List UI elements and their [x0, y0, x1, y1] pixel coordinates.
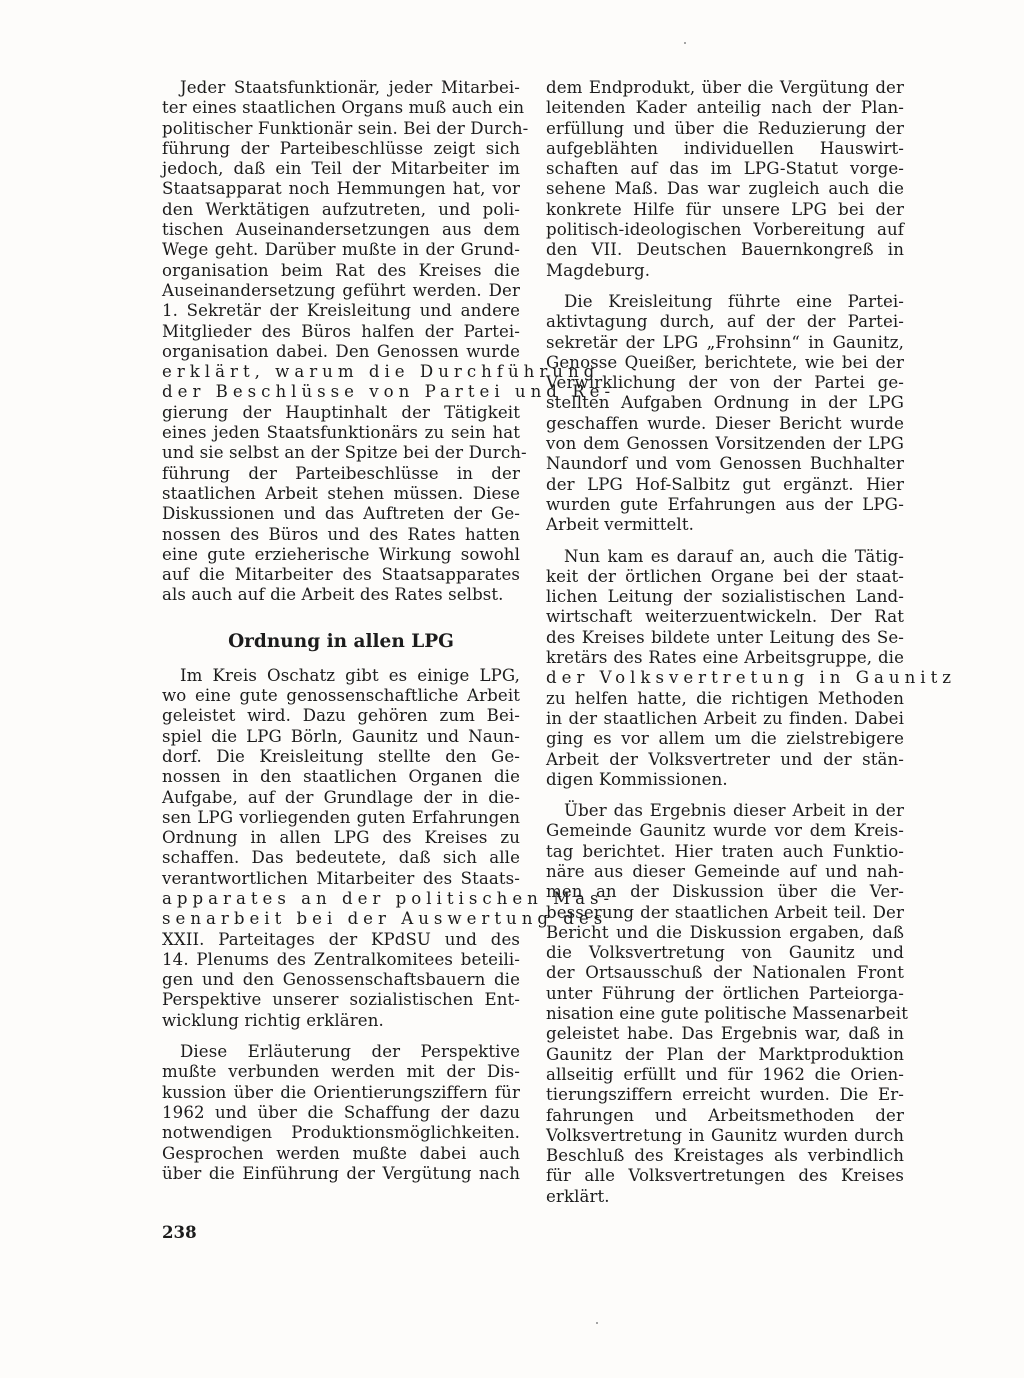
- text-line: Wege geht. Darüber mußte in der Grund-: [162, 240, 520, 260]
- text-line: Verwirklichung der von der Partei ge-: [546, 373, 904, 393]
- text-line: Bericht und die Diskussion ergaben, daß: [546, 922, 904, 942]
- text-line: Arbeit der Volksvertreter und der stän-: [546, 749, 904, 769]
- text-line: tischen Auseinandersetzungen aus dem: [162, 220, 520, 240]
- paragraph: [162, 1042, 520, 1184]
- text-line: erklärt.: [546, 1186, 610, 1206]
- text-line: Diskussionen und das Auftreten der Ge-: [162, 504, 520, 524]
- text-line: den VII. Deutschen Bauernkongreß in: [546, 240, 904, 260]
- text-line: des Kreises bildete unter Leitung des Se-: [546, 627, 904, 647]
- text-line: Die Kreisleitung führte eine Partei-: [564, 291, 904, 311]
- text-line: Auseinandersetzung geführt werden. Der: [162, 280, 520, 300]
- text-line: nisation eine gute politische Massenarbeit: [546, 1004, 908, 1024]
- text-line: XXII. Parteitages der KPdSU und des: [162, 929, 520, 949]
- text-line: geleistet wird. Dazu gehören zum Bei-: [162, 706, 520, 726]
- text-line: Aufgabe, auf der Grundlage der in die-: [162, 787, 520, 807]
- text-line: Nun kam es darauf an, auch die Tätig-: [564, 546, 904, 566]
- text-line: Jeder Staatsfunktionär, jeder Mitarbei-: [180, 78, 520, 97]
- text-line: wurden gute Erfahrungen aus der LPG-: [546, 494, 904, 514]
- text-line: senarbeit bei der Auswertung des: [162, 909, 608, 929]
- text-line: Volksvertretung in Gaunitz wurden durch: [546, 1125, 904, 1145]
- text-line: Ordnung in allen LPG des Kreises zu: [162, 828, 520, 848]
- text-line: sen LPG vorliegenden guten Erfahrungen: [162, 807, 520, 827]
- paragraph: [546, 292, 904, 536]
- text-line: eine gute erzieherische Wirkung sowohl: [162, 544, 520, 564]
- text-line: eines jeden Staatsfunktionärs zu sein hat: [162, 423, 520, 443]
- text-line: dem Endprodukt, über die Vergütung der: [546, 78, 904, 97]
- text-line: notwendigen Produktionsmöglichkeiten.: [162, 1123, 520, 1143]
- text-line: ter eines staatlichen Organs muß auch ein: [162, 98, 525, 118]
- text-line: fahrungen und Arbeitsmethoden der: [546, 1105, 904, 1125]
- text-line: Naundorf und vom Genossen Buchhalter: [546, 454, 904, 474]
- text-line: Arbeit vermittelt.: [546, 515, 694, 535]
- text-line: Staatsapparat noch Hemmungen hat, vor: [162, 179, 520, 199]
- paragraph: [162, 665, 615, 1031]
- text-line: schaften auf das im LPG-Statut vorge-: [546, 159, 904, 179]
- text-line: allseitig erfüllt und für 1962 die Orien-: [546, 1064, 904, 1084]
- text-line: wicklung richtig erklären.: [162, 1010, 384, 1030]
- text-line: geschaffen wurde. Dieser Bericht wurde: [546, 413, 904, 433]
- page-number: 238: [162, 1222, 197, 1242]
- paper-speck: [684, 42, 686, 44]
- text-line: und sie selbst an der Spitze bei der Durch-: [162, 443, 527, 463]
- text-line: Mitglieder des Büros halfen der Partei-: [162, 321, 520, 341]
- paragraph: [546, 546, 956, 791]
- text-line: konkrete Hilfe für unsere LPG bei der: [546, 199, 904, 219]
- text-line: erklärt, warum die Durchführung: [162, 362, 600, 382]
- paragraph: [546, 78, 904, 281]
- text-line: der Beschlüsse von Partei und Re-: [162, 382, 616, 402]
- paragraph: [546, 801, 908, 1207]
- text-line: sekretär der LPG „Frohsinn“ in Gaunitz,: [546, 332, 904, 352]
- text-line: mußte verbunden werden mit der Dis-: [162, 1062, 520, 1082]
- text-line: jedoch, daß ein Teil der Mitarbeiter im: [162, 159, 520, 179]
- text-line: verantwortlichen Mitarbeiter des Staats-: [162, 868, 520, 888]
- text-line: men an der Diskussion über die Ver-: [546, 882, 904, 902]
- text-line: politisch-ideologischen Vorbereitung auf: [546, 220, 904, 240]
- text-line: keit der örtlichen Organe bei der staat-: [546, 566, 904, 586]
- text-line: leitenden Kader anteilig nach der Plan-: [546, 98, 904, 118]
- text-line: Genosse Queißer, berichtete, wie bei der: [546, 352, 904, 372]
- text-line: stellten Aufgaben Ordnung in der LPG: [546, 393, 904, 413]
- text-line: zu helfen hatte, die richtigen Methoden: [546, 688, 904, 708]
- text-line: gierung der Hauptinhalt der Tätigkeit: [162, 402, 520, 422]
- text-line: nossen in den staatlichen Organen die: [162, 767, 520, 787]
- text-line: wo eine gute genossenschaftliche Arbeit: [162, 686, 520, 706]
- text-line: gen und den Genossenschaftsbauern die: [162, 970, 520, 990]
- text-line: 1962 und über die Schaffung der dazu: [162, 1102, 520, 1122]
- text-line: in der staatlichen Arbeit zu finden. Dabei: [546, 708, 904, 728]
- text-line: Magdeburg.: [546, 260, 651, 280]
- text-line: Gaunitz der Plan der Marktproduktion: [546, 1044, 904, 1064]
- text-line: schaffen. Das bedeutete, daß sich alle: [162, 848, 520, 868]
- section-heading: Ordnung in allen LPG: [228, 630, 454, 652]
- text-line: als auch auf die Arbeit des Rates selbst.: [162, 585, 504, 605]
- text-line: Gesprochen werden mußte dabei auch: [162, 1143, 520, 1163]
- text-line: erfüllung und über die Reduzierung der: [546, 118, 904, 138]
- text-line: Im Kreis Oschatz gibt es einige LPG,: [180, 665, 520, 685]
- text-line: der Ortsausschuß der Nationalen Front: [546, 963, 904, 983]
- text-line: der Volksvertretung in Gaunitz: [546, 668, 956, 688]
- text-line: aktivtagung durch, auf der der Partei-: [546, 312, 904, 332]
- text-line: 1. Sekretär der Kreisleitung und andere: [162, 301, 520, 321]
- text-line: Diese Erläuterung der Perspektive: [180, 1042, 520, 1062]
- right-column: [546, 78, 956, 1207]
- text-line: Gemeinde Gaunitz wurde vor dem Kreis-: [546, 821, 904, 841]
- text-line: kretärs des Rates eine Arbeitsgruppe, die: [546, 648, 904, 668]
- text-line: sehene Maß. Das war zugleich auch die: [546, 179, 904, 199]
- text-line: unter Führung der örtlichen Parteiorga-: [546, 983, 904, 1003]
- text-line: lichen Leitung der sozialistischen Land-: [546, 587, 904, 607]
- text-line: staatlichen Arbeit stehen müssen. Diese: [162, 483, 520, 503]
- text-line: aufgeblähten individuellen Hauswirt-: [546, 138, 904, 158]
- text-line: geleistet habe. Das Ergebnis war, daß in: [546, 1024, 904, 1044]
- text-line: führung der Parteibeschlüsse in der: [162, 463, 520, 483]
- text-line: tag berichtet. Hier traten auch Funktio-: [546, 841, 904, 861]
- text-line: apparates an der politischen Mas-: [162, 888, 615, 908]
- text-line: auf die Mitarbeiter des Staatsapparates: [162, 565, 520, 585]
- paper-speck: [596, 1322, 598, 1324]
- text-line: dorf. Die Kreisleitung stellte den Ge-: [162, 746, 520, 766]
- text-line: organisation dabei. Den Genossen wurde: [162, 341, 520, 361]
- text-line: kussion über die Orientierungsziffern für: [162, 1082, 520, 1102]
- text-line: Über das Ergebnis dieser Arbeit in der: [564, 801, 904, 821]
- text-line: der LPG Hof-Salbitz gut ergänzt. Hier: [546, 474, 904, 494]
- text-line: spiel die LPG Börln, Gaunitz und Naun-: [162, 726, 520, 746]
- text-line: von dem Genossen Vorsitzenden der LPG: [546, 434, 904, 454]
- text-line: politischer Funktionär sein. Bei der Durch-: [162, 118, 529, 138]
- text-line: Beschluß des Kreistages als verbindlich: [546, 1146, 904, 1166]
- text-line: nossen des Büros und des Rates hatten: [162, 524, 520, 544]
- text-line: besserung der staatlichen Arbeit teil. Der: [546, 902, 904, 922]
- text-line: organisation beim Rat des Kreises die: [162, 260, 520, 280]
- text-line: über die Einführung der Vergütung nach: [162, 1163, 520, 1183]
- text-line: führung der Parteibeschlüsse zeigt sich: [162, 138, 520, 158]
- text-line: wirtschaft weiterzuentwickeln. Der Rat: [546, 607, 904, 627]
- text-line: 14. Plenums des Zentralkomitees beteili-: [162, 949, 520, 969]
- text-line: die Volksvertretung von Gaunitz und: [546, 943, 904, 963]
- text-line: tierungsziffern erreicht wurden. Die Er-: [546, 1085, 904, 1105]
- text-line: ging es vor allem um die zielstrebigere: [546, 729, 904, 749]
- text-line: Perspektive unserer sozialistischen Ent-: [162, 990, 520, 1010]
- text-line: digen Kommissionen.: [546, 769, 728, 789]
- text-line: näre aus dieser Gemeinde auf und nah-: [546, 861, 904, 881]
- text-line: für alle Volksvertretungen des Kreises: [546, 1166, 904, 1186]
- text-line: den Werktätigen aufzutreten, und poli-: [162, 199, 520, 219]
